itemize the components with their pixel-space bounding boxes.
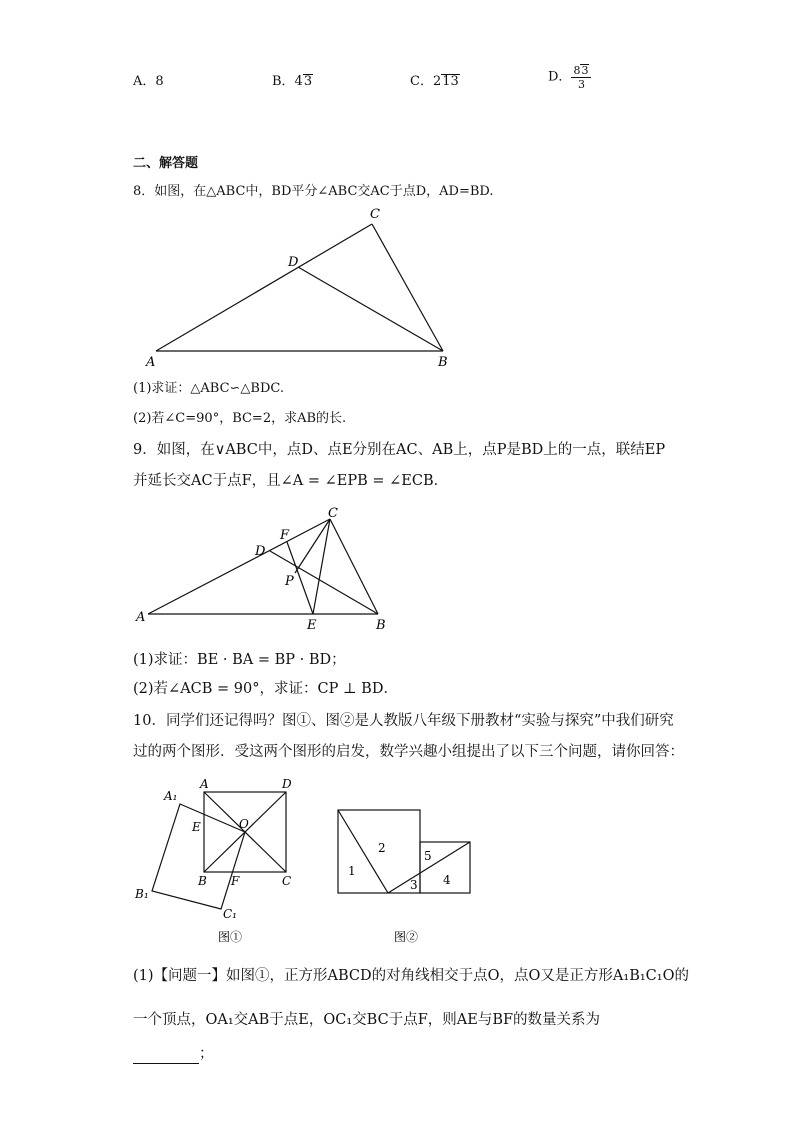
- q9-label-c: C: [328, 506, 338, 521]
- fig2-label-2: 2: [378, 841, 386, 855]
- fig1-label-b1: B₁: [135, 887, 149, 901]
- fig2-label-5: 5: [424, 849, 432, 863]
- q8-part2: (2)若∠C=90°，BC=2，求AB的长.: [133, 411, 347, 426]
- q9-part2: (2)若∠ACB = 90°，求证：CP ⊥ BD．: [133, 681, 398, 697]
- q9-segment-ce: [313, 519, 330, 614]
- q8-label-c: C: [370, 207, 380, 222]
- fig2-label-1: 1: [348, 864, 356, 878]
- choice-c: [410, 73, 460, 91]
- q9-label-f: F: [280, 528, 290, 543]
- fig1-caption: 图①: [218, 930, 243, 944]
- fig1-label-c: C: [282, 874, 292, 888]
- q8-segment-bd: [298, 267, 443, 351]
- fig1-label-d: D: [282, 777, 292, 791]
- q10-answer-row: [133, 1044, 214, 1064]
- q9-label-d: D: [255, 544, 266, 559]
- choice-a-label: A．8: [133, 74, 164, 89]
- q10-part1-line1: (1)【问题一】如图①，正方形ABCD的对角线相交于点O，点O又是正方形A₁B₁C₁O的: [133, 968, 689, 984]
- choice-b-prefix: B．4: [272, 74, 303, 89]
- q8-label-d: D: [288, 255, 299, 270]
- q8-part1: (1)求证：△ABC∽△BDC.: [133, 381, 285, 396]
- choice-b: [272, 73, 313, 91]
- choice-c-prefix: C．2: [410, 74, 442, 89]
- sqrt-d: [580, 64, 589, 76]
- q10-figure-2: [330, 800, 480, 946]
- fig1-label-c1: C₁: [223, 907, 237, 921]
- fig2-label-4: 4: [443, 873, 451, 887]
- q9-label-b: B: [376, 618, 386, 633]
- fraction-d-coef: 8: [573, 64, 581, 77]
- fig1-label-a: A: [200, 777, 209, 791]
- q10-line2: 过的两个图形．受这两个图形的启发，数学兴趣小组提出了以下三个问题，请你回答：: [133, 744, 684, 760]
- q9-line1: 9．如图，在∨ABC中，点D、点E分别在AC、AB上，点P是BD上的一点，联结EP: [133, 442, 666, 458]
- sqrt-c: [441, 74, 460, 89]
- fraction-d-radicand: 3: [581, 64, 589, 77]
- fig2-caption: 图②: [394, 930, 419, 944]
- fig1-label-f: F: [231, 874, 240, 888]
- q10-answer-end: ；: [199, 1046, 214, 1062]
- choice-a: [133, 73, 164, 91]
- q9-label-a: A: [136, 610, 146, 625]
- q9-segment-ac: [148, 519, 330, 614]
- q8-segment-bc: [372, 224, 443, 351]
- fraction-d-denominator: 3: [577, 78, 585, 91]
- q10-part1-line2: 一个顶点，OA₁交AB于点E，OC₁交BC于点F，则AE与BF的数量关系为: [133, 1012, 601, 1028]
- q10-answer-blank[interactable]: [133, 1049, 199, 1064]
- choice-b-radicand: 3: [303, 74, 313, 89]
- q10-line1: 10．同学们还记得吗？图①、图②是人教版八年级下册教材“实验与探究”中我们研究: [133, 713, 674, 729]
- fraction-d-numerator: [571, 64, 591, 78]
- fig1-label-e: E: [192, 820, 201, 834]
- q8-segment-ac: [156, 224, 372, 351]
- fig1-label-a1: A₁: [164, 789, 178, 803]
- q8-label-b: B: [438, 355, 448, 370]
- choice-d-prefix: D．: [548, 69, 572, 85]
- fig1-label-b: B: [198, 874, 207, 888]
- fig1-label-o: O: [239, 817, 249, 831]
- q10-figure-1: [130, 776, 300, 946]
- fig2-label-3: 3: [410, 878, 418, 892]
- q8-stem: 8．如图，在△ABC中，BD平分∠ABC交AC于点D，AD=BD.: [133, 184, 494, 199]
- q8-label-a: A: [146, 355, 156, 370]
- q9-part1: (1)求证：BE · BA = BP · BD；: [133, 652, 346, 668]
- q8-figure: [130, 200, 460, 372]
- choice-c-radicand: 13: [442, 74, 459, 89]
- section-heading: 二、解答题: [133, 156, 199, 171]
- choice-d: [548, 64, 591, 91]
- q9-figure: [130, 505, 400, 635]
- q9-label-e: E: [307, 618, 317, 633]
- q9-line2: 并延长交AC于点F，且∠A = ∠EPB = ∠ECB．: [133, 473, 449, 489]
- q9-label-p: P: [285, 574, 294, 589]
- sqrt-b: [303, 74, 313, 89]
- fraction-d: [571, 64, 591, 91]
